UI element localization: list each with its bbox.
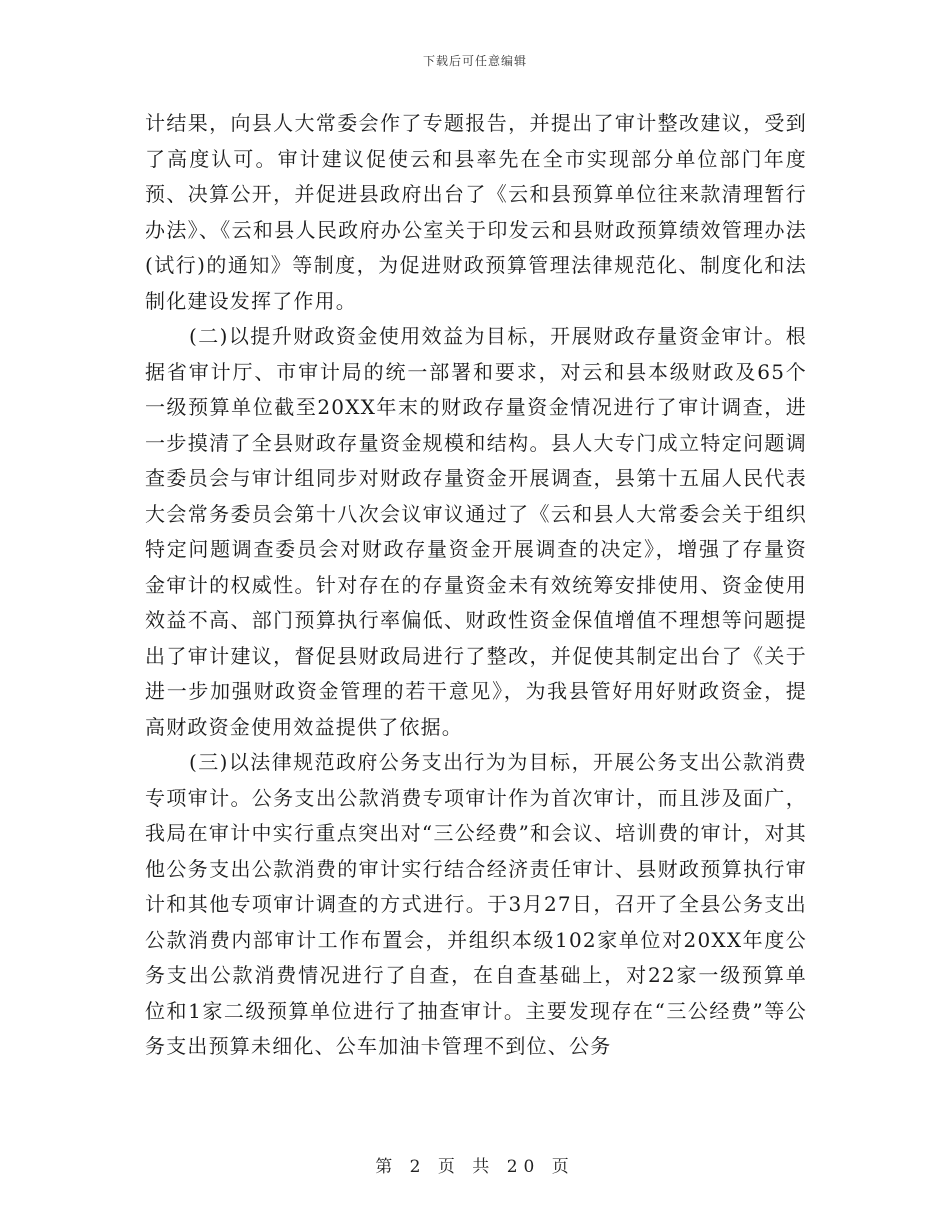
- page-number-footer: 第 2 页 共 20 页: [375, 1157, 575, 1177]
- paragraph-continuation: 计结果，向县人大常委会作了专题报告，并提出了审计整改建议，受到了高度认可。审计建议促使云和县率先在全市实现部分单位部门年度预、决算公开，并促进县政府出台了《云和县预算单位往来款清理暂行办法》、《云和县人民政府办公室关于印发云和县财政预算绩效管理办法(试行)的通知》等制度，为促进财政预算管理法律规范化、制度化和法制化建设发挥了作用。: [145, 111, 807, 313]
- paragraph-section-3: (三)以法律规范政府公务支出行为为目标，开展公务支出公款消费专项审计。公务支出公款消费专项审计作为首次审计，而且涉及面广，我局在审计中实行重点突出对“三公经费”和会议、培训费的审计，对其他公务支出公款消费的审计实行结合经济责任审计、县财政预算执行审计和其他专项审计调查的方式进行。于3月27日，召开了全县公务支出公款消费内部审计工作布置会，并组织本级102家单位对20XX年度公务支出公款消费情况进行了自查，在自查基础上，对22家一级预算单位和1家二级预算单位进行了抽查审计。主要发现存在“三公经费”等公务支出预算未细化、公车加油卡管理不到位、公务: [145, 750, 807, 1058]
- document-body: [145, 106, 807, 1065]
- page-header: 下载后可任意编辑: [422, 54, 527, 68]
- paragraph-section-2: (二)以提升财政资金使用效益为目标，开展财政存量资金审计。根据省审计厅、市审计局的统一部署和要求，对云和县本级财政及65个一级预算单位截至20XX年末的财政存量资金情况进行了审计调查，进一步摸清了全县财政存量资金规模和结构。县人大专门成立特定问题调查委员会与审计组同步对财政存量资金开展调查，县第十五届人民代表大会常务委员会第十八次会议审议通过了《云和县人大常委会关于组织特定问题调查委员会对财政存量资金开展调查的决定》，增强了存量资金审计的权威性。针对存在的存量资金未有效统筹安排使用、资金使用效益不高、部门预算执行率偏低、财政性资金保值增值不理想等问题提出了审计建议，督促县财政局进行了整改，并促使其制定出台了《关于进一步加强财政资金管理的若干意见》，为我县管好用好财政资金，提高财政资金使用效益提供了依据。: [145, 324, 807, 739]
